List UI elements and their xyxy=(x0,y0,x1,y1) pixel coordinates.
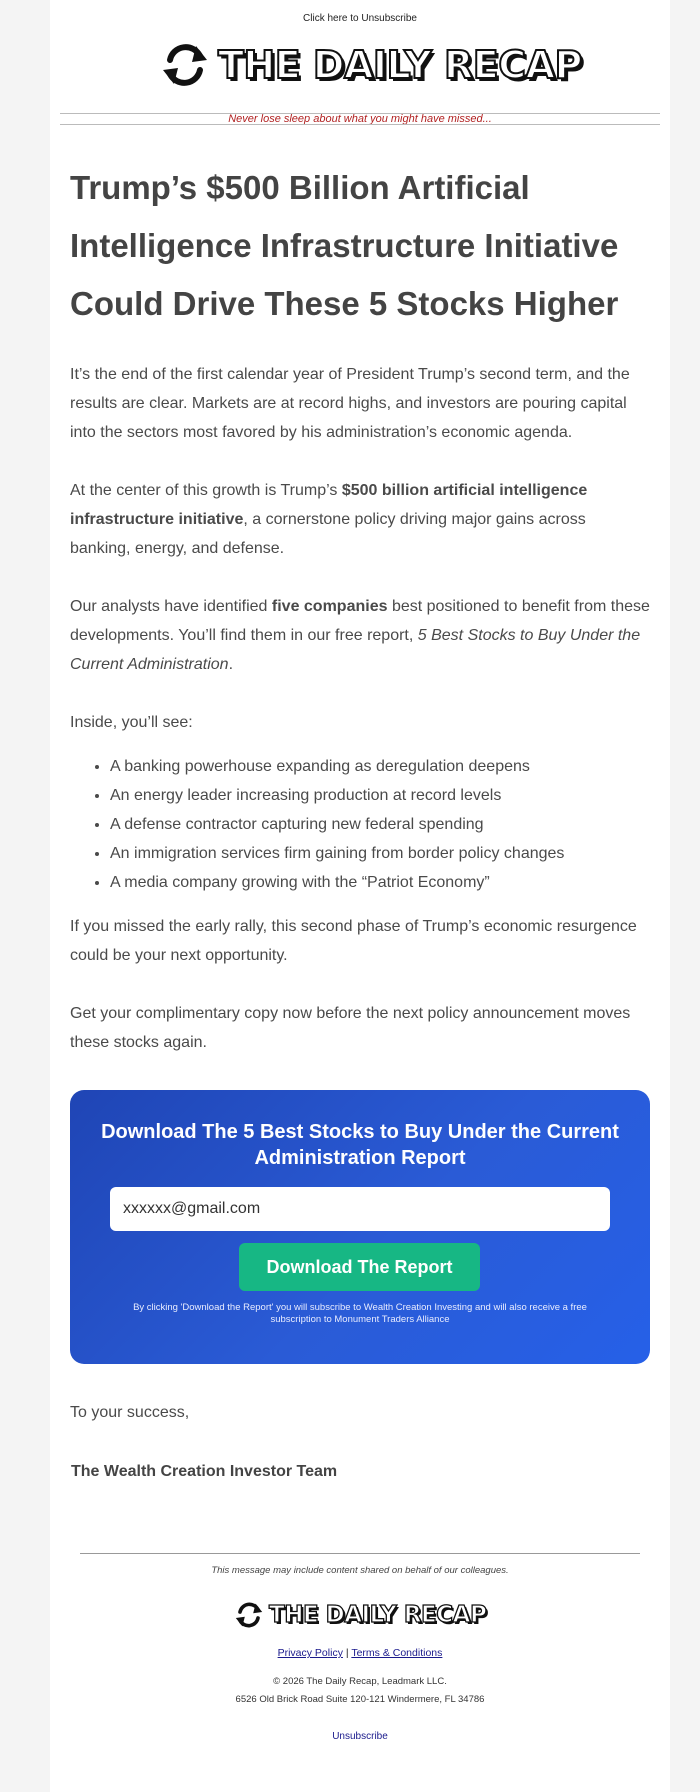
paragraph-5: If you missed the early rally, this second phase of Trump’s economic resurgence could be your next opportunity. xyxy=(70,918,637,964)
report-title-italic: 5 Best Stocks to Buy Under the Current Administration xyxy=(70,627,641,673)
list-item: • A banking powerhouse expanding as deregulation deepens xyxy=(110,752,650,781)
terms-link[interactable]: Terms & Conditions xyxy=(351,1647,443,1659)
paragraph-3-text: Our analysts have identified xyxy=(70,598,272,615)
headline: Trump’s $500 Billion Artificial Intelligence Infrastructure Initiative Could Drive These 5 Stocks Higher xyxy=(70,169,619,322)
download-form-panel xyxy=(70,1090,650,1364)
footer-unsubscribe xyxy=(50,1731,670,1742)
privacy-policy-link[interactable]: Privacy Policy xyxy=(277,1647,343,1659)
paragraph-4: Inside, you’ll see: xyxy=(70,714,193,731)
paragraph-2-text-end: , a cornerstone policy driving major gains across banking, energy, and defense. xyxy=(70,511,586,557)
unsubscribe-top-link[interactable]: Click here to Unsubscribe xyxy=(303,13,417,24)
bullet-list xyxy=(70,752,650,897)
paragraph-3-bold: five companies xyxy=(271,598,388,615)
form-title: Download The 5 Best Stocks to Buy Under the Current Administration Report xyxy=(101,1121,619,1169)
footer-divider xyxy=(80,1553,640,1554)
header-logo[interactable] xyxy=(160,39,582,91)
logo-wordmark: THE DAILY RECAP xyxy=(218,43,582,87)
refresh-arrows-icon xyxy=(160,40,210,90)
tagline: Never lose sleep about what you might have missed... xyxy=(228,113,492,125)
paragraph-2-text: At the center of this growth is Trump’s xyxy=(70,482,342,499)
article xyxy=(70,159,650,1057)
refresh-arrows-icon xyxy=(234,1600,264,1630)
list-item: • An immigration services firm gaining from border policy changes xyxy=(110,839,650,868)
paragraph-3 xyxy=(70,592,650,679)
list-item: • An energy leader increasing production at record levels xyxy=(110,781,650,810)
footer-logo-wordmark: THE DAILY RECAP xyxy=(269,1601,487,1628)
unsubscribe-link[interactable]: Unsubscribe xyxy=(332,1731,388,1742)
paragraph-1: It’s the end of the first calendar year of President Trump’s second term, and the results are clear. Markets are at record highs, and investors are pouring capital into the sectors most favored by his administration’s economic agenda. xyxy=(70,366,630,441)
mailing-address: 6526 Old Brick Road Suite 120-121 Windermere, FL 34786 xyxy=(235,1694,485,1705)
email-field[interactable] xyxy=(110,1187,610,1231)
signature: The Wealth Creation Investor Team xyxy=(71,1463,338,1480)
list-item: • A defense contractor capturing new federal spending xyxy=(110,810,650,839)
paragraph-6: Get your complimentary copy now before the next policy announcement moves these stocks again. xyxy=(70,1005,631,1051)
paragraph-2 xyxy=(70,476,650,563)
paragraph-3-text-end: . xyxy=(228,656,234,673)
list-item: • A media company growing with the “Patriot Economy” xyxy=(110,868,650,897)
paragraph-3-text-mid: best positioned to benefit from these developments. You’ll find them in our free report, xyxy=(70,598,650,644)
form-disclaimer: By clicking 'Download the Report' you will subscribe to Wealth Creation Investing and will also receive a free subscription to Monument Traders Alliance xyxy=(133,1302,587,1325)
download-report-button[interactable]: Download The Report xyxy=(239,1243,480,1291)
closing-line: To your success, xyxy=(70,1404,190,1421)
paragraph-2-bold: $500 billion artificial intelligence infrastructure initiative xyxy=(70,482,588,528)
footer-logo[interactable] xyxy=(234,1600,486,1630)
link-separator: | xyxy=(345,1647,349,1659)
header-divider-bottom xyxy=(60,124,660,125)
email-body xyxy=(50,0,670,1792)
footer-links xyxy=(50,1647,670,1659)
copyright: © 2026 The Daily Recap, Leadmark LLC. xyxy=(273,1676,447,1687)
footer-note: This message may include content shared on behalf of our colleagues. xyxy=(211,1565,509,1576)
